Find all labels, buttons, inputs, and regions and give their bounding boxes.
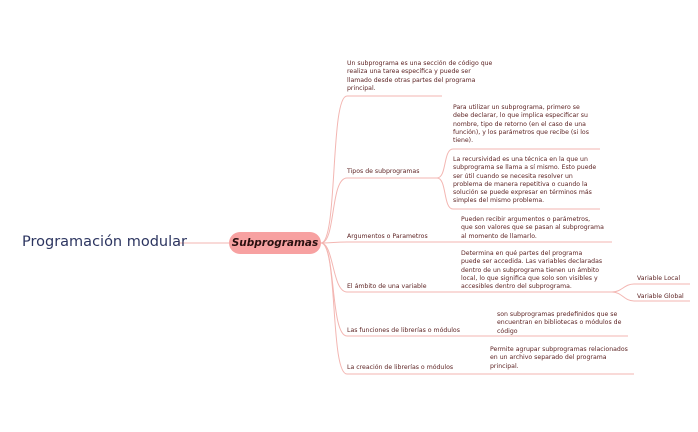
branch-funciones[interactable]: Las funciones de librerías o módulos xyxy=(347,327,460,334)
detail-variable-global[interactable]: Variable Global xyxy=(637,293,684,300)
central-topic-label: Subprogramas xyxy=(231,237,319,249)
central-topic[interactable] xyxy=(229,232,321,254)
branch-argumentos[interactable]: Argumentos o Parametros xyxy=(347,233,428,240)
branch-ambito[interactable]: El ámbito de una variable xyxy=(347,283,427,290)
detail-variable-local[interactable]: Variable Local xyxy=(637,275,681,282)
detail-tipos-declaracion[interactable]: Para utilizar un subprograma, primero se debe declarar, lo que implica especificar su nombre, tipo de retorno (en el caso de una función), y los parámetros que recibe (si los tiene). xyxy=(453,104,589,145)
connector-ambito-local xyxy=(612,284,690,292)
detail-funciones[interactable]: son subprogramas predefinidos que se encuentran en bibliotecas o módulos de código xyxy=(497,311,622,335)
root-topic[interactable]: Programación modular xyxy=(22,234,188,250)
connector-branch-argumentos xyxy=(321,242,445,243)
branch-tipos[interactable]: Tipos de subprogramas xyxy=(347,168,420,175)
branch-definicion[interactable]: Un subprograma es una sección de código que realiza una tarea específica y puede ser llamado desde otras partes del programa principal. xyxy=(347,60,493,92)
detail-argumentos[interactable]: Pueden recibir argumentos o parámetros, que son valores que se pasan al subprograma al momento de llamarlo. xyxy=(461,216,604,240)
detail-creacion[interactable]: Permite agrupar subprogramas relacionados en un archivo separado del programa principal. xyxy=(490,346,628,370)
detail-tipos-recursividad[interactable]: La recursividad es una técnica en la que un subprograma se llama a sí mismo. Esto puede ser útil cuando se necesita resolver un problema de manera repetitiva o cuando la solución se puede expresar en términos más simples del mismo problema. xyxy=(453,156,597,205)
branch-creacion[interactable]: La creación de librerías o módulos xyxy=(347,364,454,371)
detail-ambito[interactable]: Determina en qué partes del programa puede ser accedida. Las variables declaradas dentro de un subprograma tienen un ámbito local, lo que significa que solo son visibles y accesibles dentro del subprograma. xyxy=(461,250,603,291)
